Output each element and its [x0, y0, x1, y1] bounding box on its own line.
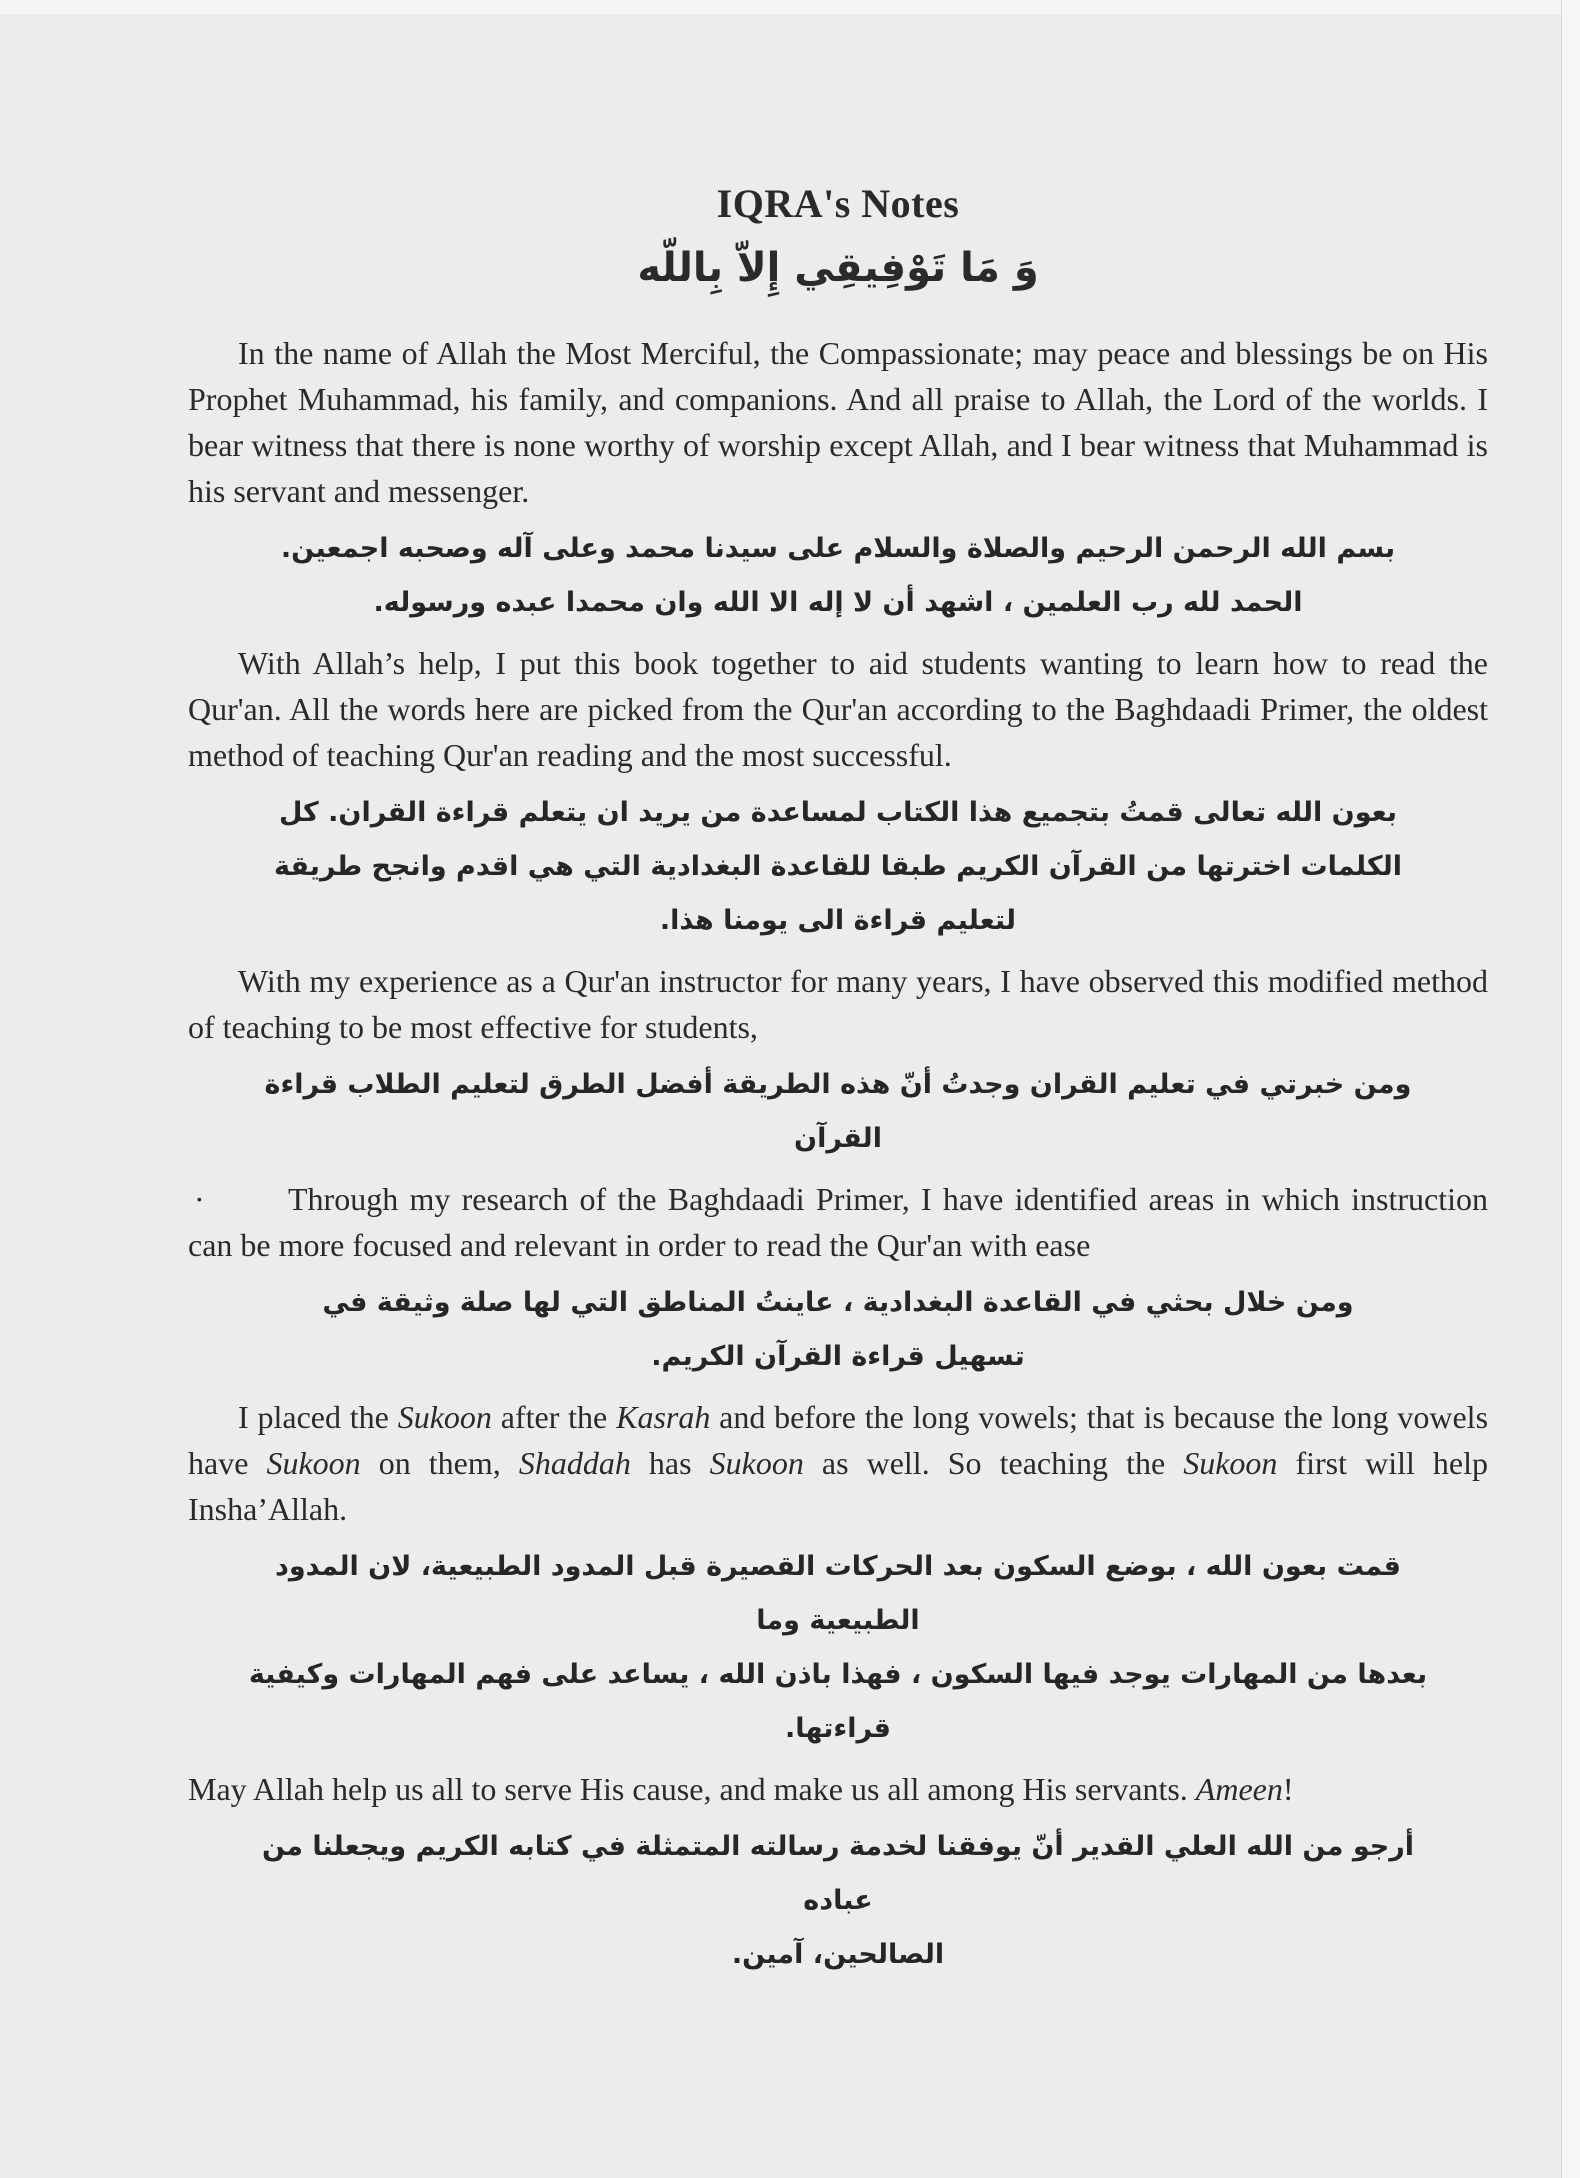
paragraph-2-text: With Allah’s help, I put this book together to aid students wanting to learn how to read the Qur'an. All the words here are picked from the Qur'an according to the Baghdaadi Primer, the oldest method of teaching Qur'an reading and the most successful. — [188, 645, 1488, 773]
paragraph-2-english — [188, 640, 1488, 778]
arabic-line: تسهيل قراءة القرآن الكريم. — [651, 1341, 1025, 1372]
text-run: I placed the — [238, 1399, 398, 1435]
paragraph-4-row — [188, 1176, 1488, 1268]
italic-term: Kasrah — [616, 1399, 711, 1435]
arabic-line: بسم الله الرحمن الرحيم والصلاة والسلام على سيدنا محمد وعلى آله وصحبه اجمعين. — [280, 533, 1396, 564]
paragraph-1-text: In the name of Allah the Most Merciful, the Compassionate; may peace and blessings be on His Prophet Muhammad, his family, and companions. And all praise to Allah, the Lord of the worlds. I bear witness that there is none worthy of worship except Allah, and I bear witness that Muhammad is his servant and messenger. — [188, 335, 1488, 509]
paragraph-3-english — [188, 958, 1488, 1050]
arabic-line: الصالحين، آمين. — [731, 1939, 945, 1970]
arabic-line: ومن خبرتي في تعليم القران وجدتُ أنّ هذه الطريقة أفضل الطرق لتعليم الطلاب قراءة القرآن — [264, 1069, 1412, 1154]
arabic-title: وَ مَا تَوْفِيقِي إِلاّ بِاللّه — [637, 245, 1039, 291]
arabic-line: الكلمات اخترتها من القرآن الكريم طبقا للقاعدة البغدادية التي هي اقدم وانجح طريقة — [273, 851, 1402, 882]
page-top-edge — [0, 0, 1580, 14]
italic-term: Sukoon — [266, 1445, 361, 1481]
text-run: has — [630, 1445, 710, 1481]
paragraph-4-text: Through my research of the Baghdaadi Primer, I have identified areas in which instruction can be more focused and relevant in order to read the Qur'an with ease — [188, 1181, 1488, 1263]
paragraph-5-arabic — [248, 1540, 1428, 1756]
arabic-line: لتعليم قراءة الى يومنا هذا. — [659, 905, 1017, 936]
paragraph-1-english — [188, 330, 1488, 514]
bullet-dot: · — [194, 1181, 205, 1217]
italic-term: Sukoon — [397, 1399, 492, 1435]
page-content — [188, 178, 1488, 1992]
italic-term: Shaddah — [518, 1445, 631, 1481]
arabic-line: قمت بعون الله ، بوضع السكون بعد الحركات القصيرة قبل المدود الطبيعية، لان المدود الطبيعية وما — [275, 1551, 1401, 1636]
text-run: as well. So teaching the — [803, 1445, 1184, 1481]
arabic-line: الحمد لله رب العلمين ، اشهد أن لا إله الا الله وان محمدا عبده ورسوله. — [373, 587, 1303, 618]
arabic-line: بعدها من المهارات يوجد فيها السكون ، فهذا باذن الله ، يساعد على فهم المهارات وكيفية قراءتها. — [248, 1659, 1428, 1744]
paragraph-2-arabic — [248, 786, 1428, 948]
italic-term: Ameen — [1195, 1771, 1283, 1807]
italic-term: Sukoon — [1183, 1445, 1278, 1481]
text-run: and before the long vowels; that is because the long vowels have — [188, 1399, 1489, 1481]
paragraph-1-arabic — [248, 522, 1428, 630]
text-run: May Allah help us all to serve His cause, and make us all among His servants. — [188, 1771, 1196, 1807]
text-run: after the — [491, 1399, 617, 1435]
arabic-line: أرجو من الله العلي القدير أنّ يوفقنا لخدمة رسالته المتمثلة في كتابه الكريم ويجعلنا من عباده — [261, 1831, 1415, 1916]
paragraph-5-english — [188, 1394, 1488, 1532]
text-run: on them, — [360, 1445, 519, 1481]
paragraph-6-arabic — [248, 1820, 1428, 1982]
paragraph-3-text: With my experience as a Qur'an instructor for many years, I have observed this modified method of teaching to be most effective for students, — [188, 963, 1488, 1045]
italic-term: Sukoon — [709, 1445, 804, 1481]
paragraph-4-english — [188, 1176, 1488, 1268]
arabic-line: بعون الله تعالى قمتُ بتجميع هذا الكتاب لمساعدة من يريد ان يتعلم قراءة القران. كل — [278, 797, 1398, 828]
paragraph-4-arabic — [248, 1276, 1428, 1384]
paragraph-3-arabic — [248, 1058, 1428, 1166]
text-run: ! — [1282, 1771, 1294, 1807]
paragraph-6-english — [188, 1766, 1488, 1812]
arabic-line: ومن خلال بحثي في القاعدة البغدادية ، عاينتُ المناطق التي لها صلة وثيقة في — [322, 1287, 1354, 1318]
text-run: first will help Insha’Allah. — [188, 1445, 1489, 1527]
page-right-edge — [1561, 0, 1580, 2178]
page-title: IQRA's Notes — [716, 181, 960, 226]
